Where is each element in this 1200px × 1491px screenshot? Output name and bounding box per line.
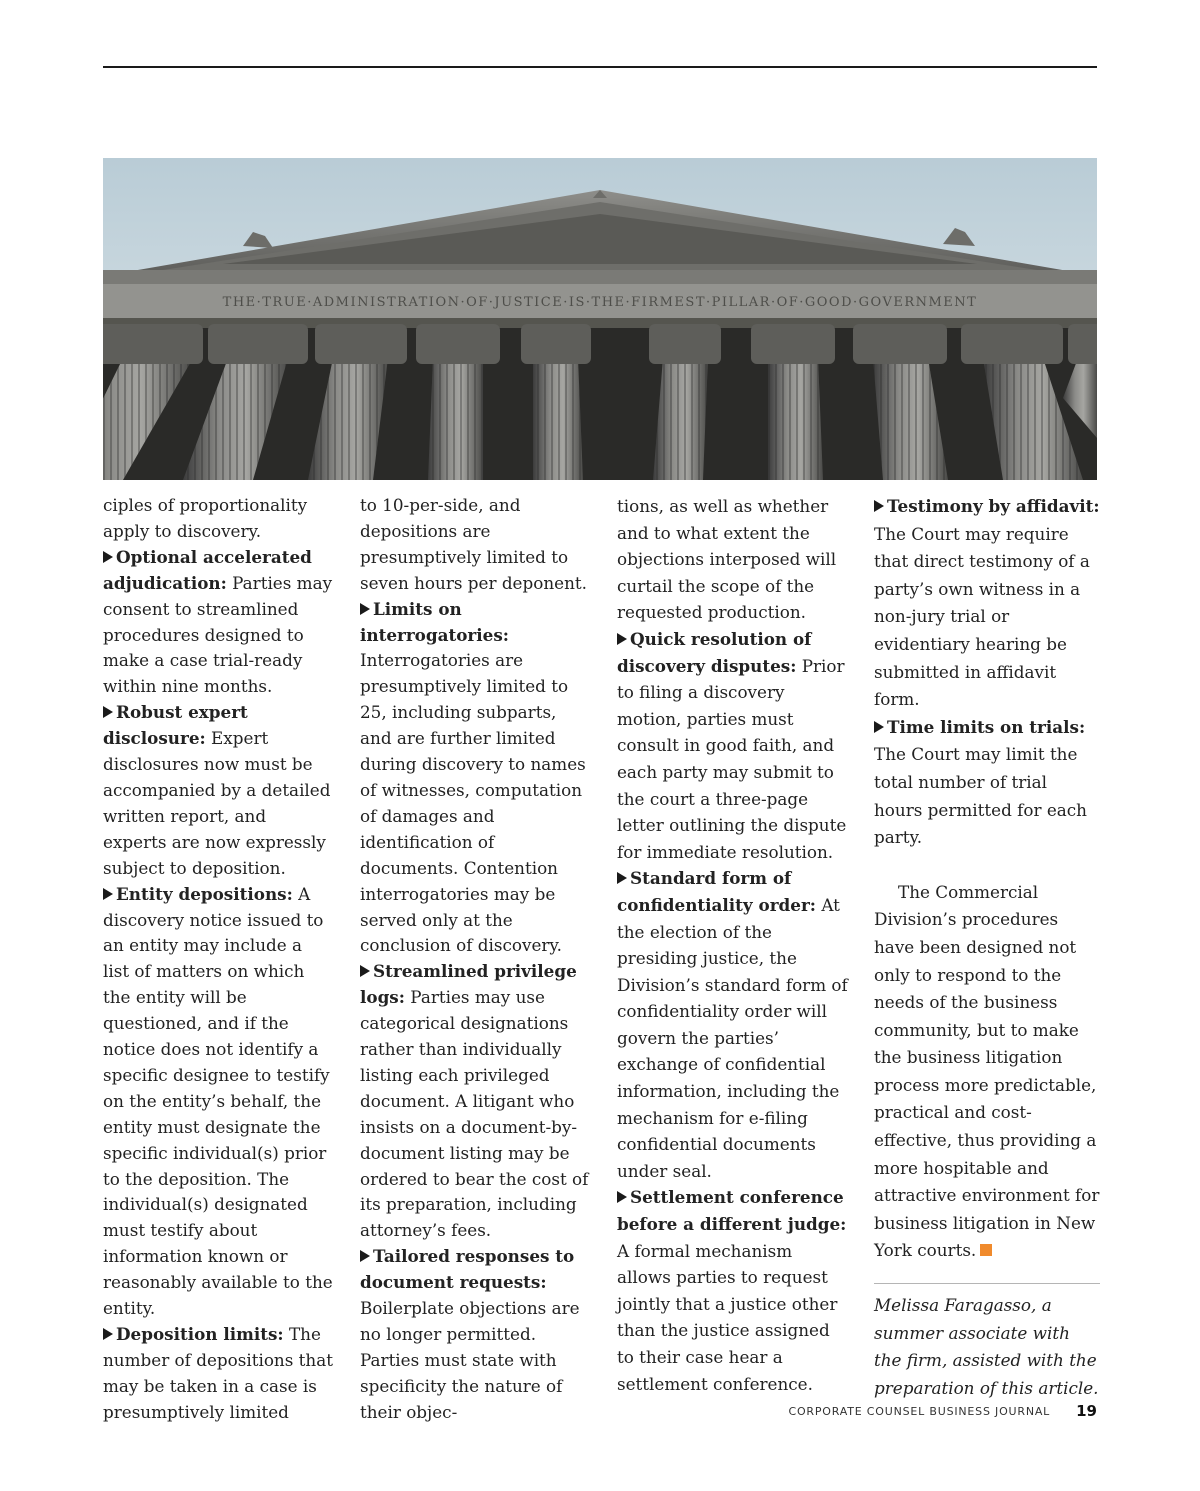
triangle-bullet-icon <box>360 603 370 615</box>
item-title: Robust expert disclosure: <box>103 702 248 749</box>
journal-name: CORPORATE COUNSEL BUSINESS JOURNAL <box>788 1404 1051 1418</box>
item-text: A discovery notice issued to an entity may include a list of matters on which the entity will be questioned, and if the notice does not identify a specific designee to testify on the entity’s behalf, the entity must designate the specific individual(s) prior to the deposition. The individual(s) designated must testify about information known or reasonably available to the entity. <box>103 883 333 1319</box>
column-4 <box>874 493 1100 1402</box>
triangle-bullet-icon <box>103 706 113 718</box>
item-text: The Court may require that direct testimony of a party’s own witness in a non-jury trial or evidentiary hearing be submitted in affidavit form. <box>874 523 1090 710</box>
list-item <box>617 626 849 865</box>
triangle-bullet-icon <box>103 1328 113 1340</box>
item-title: Entity depositions: <box>116 883 293 904</box>
item-title: Limits on interrogatories: <box>360 598 509 645</box>
triangle-bullet-icon <box>617 872 627 884</box>
item-title: Tailored responses to document requests: <box>360 1246 575 1293</box>
item-text: Expert disclosures now must be accompanied by a detailed written report, and experts are now expressly subject to deposition. <box>103 728 331 878</box>
column-2 <box>360 493 592 1426</box>
item-title: Settlement conference before a different judge: <box>617 1187 847 1235</box>
item-text: The Court may limit the total number of trial hours permitted for each party. <box>874 744 1087 848</box>
paragraph-gap <box>874 852 1100 879</box>
item-title: Testimony by affidavit: <box>887 496 1100 516</box>
item-text: The number of depositions that may be taken in a case is presumptively limited <box>103 1324 333 1422</box>
courthouse-photo <box>103 158 1097 480</box>
item-title: Streamlined privilege logs: <box>360 961 577 1008</box>
list-item <box>360 597 592 960</box>
list-item <box>360 959 592 1244</box>
list-item <box>874 493 1100 714</box>
list-item <box>103 700 333 881</box>
credit-divider <box>874 1283 1100 1284</box>
item-title: Quick resolution of discovery disputes: <box>617 628 812 676</box>
triangle-bullet-icon <box>617 1191 627 1203</box>
list-item <box>103 1322 333 1426</box>
item-text: Prior to filing a discovery motion, parties must consult in good faith, and each party may submit to the court a three-page letter outlining the dispute for immediate resolution. <box>617 655 847 862</box>
col2-intro: to 10-per-side, and depositions are presumptively limited to seven hours per deponent. <box>360 495 587 593</box>
col3-intro: tions, as well as whether and to what extent the objections interposed will curtail the scope of the requested production. <box>617 496 837 623</box>
list-item <box>103 545 333 700</box>
triangle-bullet-icon <box>874 500 884 512</box>
col1-intro: ciples of proportionality apply to discovery. <box>103 495 308 541</box>
closing-text: The Commercial Division’s procedures have been designed not only to respond to the needs of the business community, but to make the business litigation process more predictable, practical and cost-effective, thus providing a more hospitable and attractive environment for business litigation in New York courts. <box>874 881 1100 1261</box>
list-item <box>360 1244 592 1425</box>
item-title: Optional accelerated adjudication: <box>103 546 312 593</box>
triangle-bullet-icon <box>103 551 113 563</box>
end-of-article-icon <box>980 1244 992 1256</box>
triangle-bullet-icon <box>617 633 627 645</box>
item-title: Standard form of confidentiality order: <box>617 868 816 915</box>
list-item <box>103 882 333 1322</box>
list-item <box>617 865 849 1184</box>
frieze-inscription: THE·TRUE·ADMINISTRATION·OF·JUSTICE·IS·THE·FIRMEST·PILLAR·OF·GOOD·GOVERNMENT <box>222 295 978 310</box>
column-3 <box>617 493 849 1397</box>
column-1 <box>103 493 333 1426</box>
page-footer <box>788 1401 1097 1421</box>
top-rule <box>103 66 1097 68</box>
list-item <box>874 714 1100 852</box>
page-number: 19 <box>1076 1402 1097 1420</box>
item-text: Boilerplate objections are no longer permitted. Parties must state with specificity the nature of their objec- <box>360 1298 580 1422</box>
item-title: Deposition limits: <box>116 1324 284 1344</box>
item-text: A formal mechanism allows parties to request jointly that a justice other than the justice assigned to their case hear a settlement conference. <box>617 1240 838 1394</box>
item-text: Interrogatories are presumptively limited to 25, including subparts, and are further limited during discovery to names of witnesses, computation of damages and identification of documents. Contention interrogatories may be served only at the conclusion of discovery. <box>360 650 586 956</box>
item-text: Parties may consent to streamlined procedures designed to make a case trial-ready within nine months. <box>103 572 333 697</box>
item-title: Time limits on trials: <box>887 716 1086 737</box>
triangle-bullet-icon <box>103 888 113 900</box>
closing-paragraph <box>874 879 1100 1265</box>
item-text: At the election of the presiding justice, the Division’s standard form of confidentiality order will govern the parties’ exchange of confidential information, including the mechanism for e-filing confidential documents under seal. <box>617 894 848 1181</box>
author-credit: Melissa Faragasso, a summer associate with the firm, assisted with the preparation of this article. <box>874 1295 1099 1398</box>
item-text: Parties may use categorical designations rather than individually listing each privileged document. A litigant who insists on a document-by-document listing may be ordered to bear the cost of its preparation, including attorney’s fees. <box>360 987 589 1241</box>
triangle-bullet-icon <box>360 1250 370 1262</box>
triangle-bullet-icon <box>360 965 370 977</box>
list-item <box>617 1184 849 1397</box>
triangle-bullet-icon <box>874 721 884 733</box>
